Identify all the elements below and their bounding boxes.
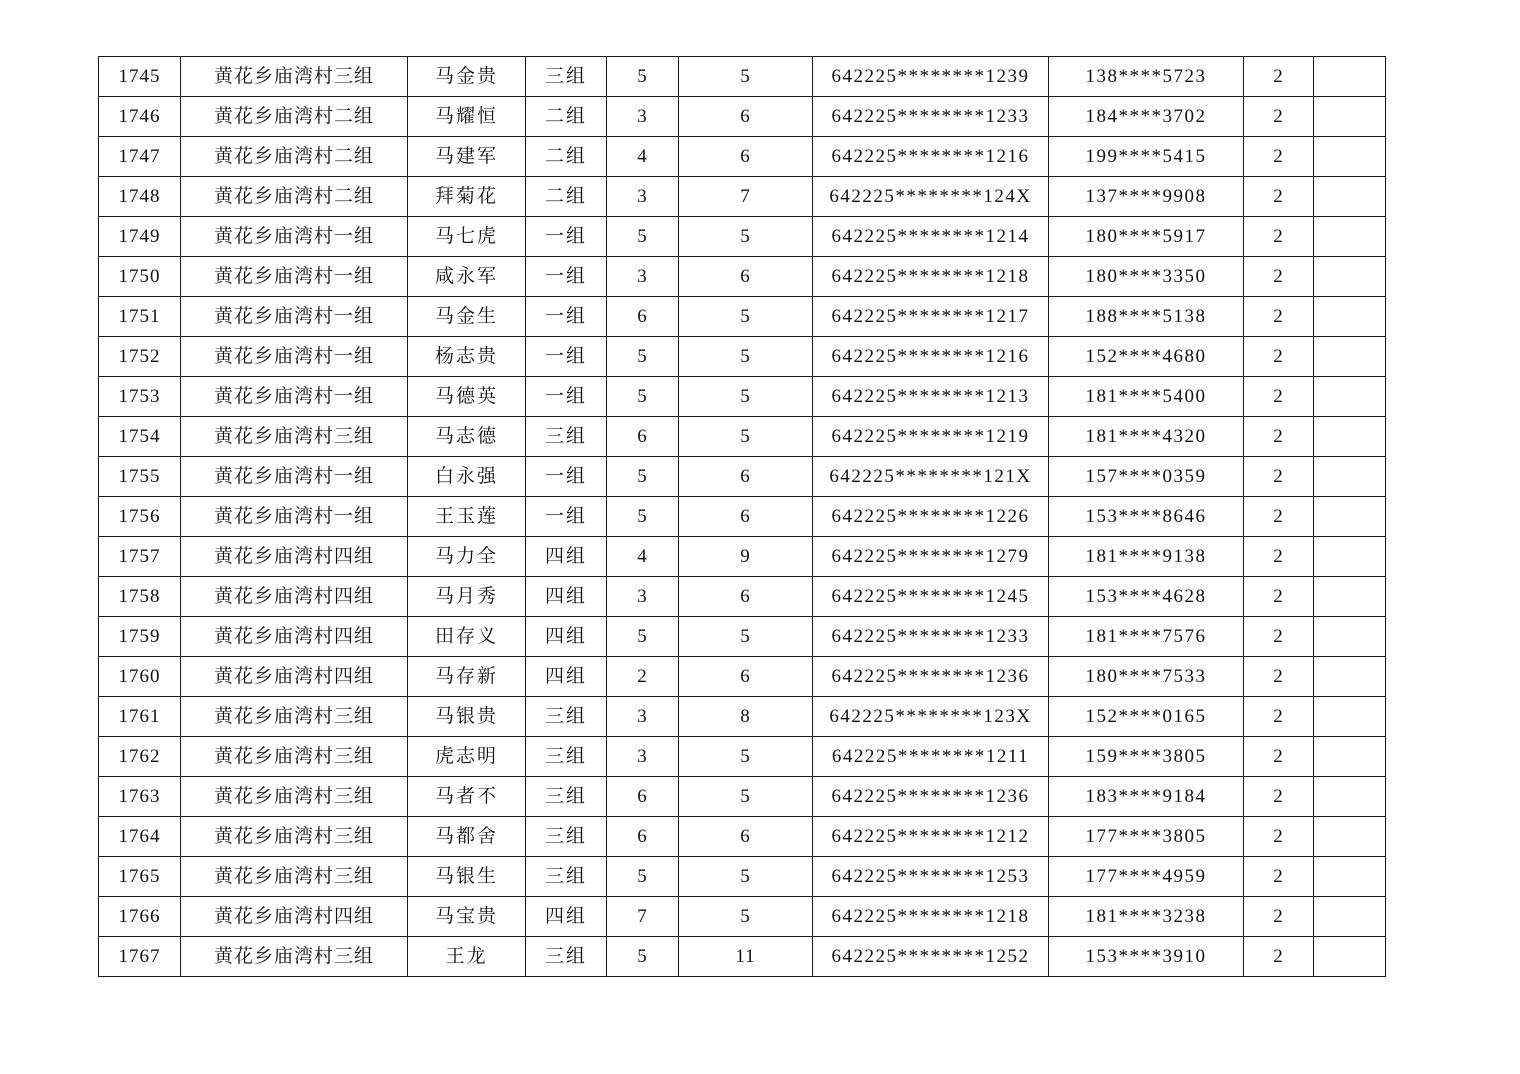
cell-phone: 137****9908 (1049, 177, 1244, 217)
cell-count-b: 7 (679, 177, 813, 217)
cell-phone: 199****5415 (1049, 137, 1244, 177)
table-row (99, 657, 1386, 697)
cell-group: 二组 (526, 137, 607, 177)
cell-id-number: 642225********121X (813, 457, 1049, 497)
cell-count-c: 2 (1244, 337, 1314, 377)
cell-address: 黄花乡庙湾村四组 (181, 537, 408, 577)
table-row (99, 777, 1386, 817)
cell-id-number: 642225********1212 (813, 817, 1049, 857)
cell-count-c: 2 (1244, 217, 1314, 257)
cell-address: 黄花乡庙湾村一组 (181, 257, 408, 297)
cell-count-b: 6 (679, 257, 813, 297)
cell-address: 黄花乡庙湾村二组 (181, 97, 408, 137)
cell-count-b: 5 (679, 377, 813, 417)
cell-note (1314, 137, 1386, 177)
cell-group: 三组 (526, 937, 607, 977)
cell-note (1314, 417, 1386, 457)
cell-id-number: 642225********1245 (813, 577, 1049, 617)
cell-serial-number: 1745 (99, 57, 181, 97)
cell-count-c: 2 (1244, 177, 1314, 217)
cell-note (1314, 817, 1386, 857)
table-row (99, 497, 1386, 537)
cell-count-b: 6 (679, 137, 813, 177)
cell-serial-number: 1751 (99, 297, 181, 337)
cell-count-a: 3 (607, 257, 679, 297)
cell-address: 黄花乡庙湾村四组 (181, 617, 408, 657)
cell-address: 黄花乡庙湾村一组 (181, 297, 408, 337)
cell-count-b: 5 (679, 337, 813, 377)
cell-count-a: 5 (607, 617, 679, 657)
cell-name: 马志德 (408, 417, 526, 457)
cell-count-a: 5 (607, 57, 679, 97)
cell-serial-number: 1759 (99, 617, 181, 657)
cell-phone: 159****3805 (1049, 737, 1244, 777)
table-row (99, 97, 1386, 137)
cell-count-c: 2 (1244, 617, 1314, 657)
cell-count-b: 5 (679, 617, 813, 657)
cell-name: 马银生 (408, 857, 526, 897)
cell-address: 黄花乡庙湾村三组 (181, 937, 408, 977)
cell-note (1314, 297, 1386, 337)
cell-serial-number: 1767 (99, 937, 181, 977)
cell-name: 拜菊花 (408, 177, 526, 217)
cell-name: 马建军 (408, 137, 526, 177)
cell-phone: 181****9138 (1049, 537, 1244, 577)
cell-phone: 177****3805 (1049, 817, 1244, 857)
cell-group: 三组 (526, 417, 607, 457)
cell-count-a: 3 (607, 737, 679, 777)
cell-count-b: 5 (679, 297, 813, 337)
cell-address: 黄花乡庙湾村四组 (181, 657, 408, 697)
cell-count-b: 11 (679, 937, 813, 977)
cell-count-a: 5 (607, 217, 679, 257)
cell-count-b: 6 (679, 457, 813, 497)
cell-count-c: 2 (1244, 57, 1314, 97)
cell-phone: 153****3910 (1049, 937, 1244, 977)
cell-count-b: 5 (679, 57, 813, 97)
cell-count-a: 3 (607, 177, 679, 217)
cell-note (1314, 617, 1386, 657)
cell-id-number: 642225********1279 (813, 537, 1049, 577)
cell-note (1314, 497, 1386, 537)
cell-count-c: 2 (1244, 497, 1314, 537)
cell-group: 一组 (526, 497, 607, 537)
cell-count-c: 2 (1244, 537, 1314, 577)
table-row (99, 417, 1386, 457)
cell-count-a: 3 (607, 577, 679, 617)
table-row (99, 817, 1386, 857)
cell-note (1314, 337, 1386, 377)
cell-count-a: 5 (607, 377, 679, 417)
cell-address: 黄花乡庙湾村三组 (181, 697, 408, 737)
cell-name: 马月秀 (408, 577, 526, 617)
cell-note (1314, 57, 1386, 97)
cell-note (1314, 97, 1386, 137)
cell-group: 二组 (526, 97, 607, 137)
cell-id-number: 642225********124X (813, 177, 1049, 217)
cell-group: 四组 (526, 657, 607, 697)
cell-count-a: 4 (607, 537, 679, 577)
table-row (99, 937, 1386, 977)
cell-id-number: 642225********1233 (813, 617, 1049, 657)
cell-id-number: 642225********1233 (813, 97, 1049, 137)
cell-phone: 181****5400 (1049, 377, 1244, 417)
cell-serial-number: 1763 (99, 777, 181, 817)
cell-count-c: 2 (1244, 97, 1314, 137)
cell-phone: 188****5138 (1049, 297, 1244, 337)
cell-name: 田存义 (408, 617, 526, 657)
cell-name: 马存新 (408, 657, 526, 697)
cell-note (1314, 177, 1386, 217)
cell-note (1314, 697, 1386, 737)
cell-count-c: 2 (1244, 897, 1314, 937)
table-row (99, 617, 1386, 657)
cell-address: 黄花乡庙湾村三组 (181, 417, 408, 457)
cell-count-b: 5 (679, 417, 813, 457)
table-row (99, 537, 1386, 577)
cell-group: 二组 (526, 177, 607, 217)
cell-count-a: 5 (607, 457, 679, 497)
cell-id-number: 642225********1218 (813, 897, 1049, 937)
cell-serial-number: 1764 (99, 817, 181, 857)
cell-address: 黄花乡庙湾村三组 (181, 737, 408, 777)
cell-count-c: 2 (1244, 377, 1314, 417)
cell-count-c: 2 (1244, 657, 1314, 697)
cell-address: 黄花乡庙湾村一组 (181, 337, 408, 377)
cell-serial-number: 1749 (99, 217, 181, 257)
table-row (99, 697, 1386, 737)
cell-group: 一组 (526, 457, 607, 497)
cell-name: 马银贵 (408, 697, 526, 737)
cell-name: 王龙 (408, 937, 526, 977)
cell-phone: 138****5723 (1049, 57, 1244, 97)
cell-id-number: 642225********1211 (813, 737, 1049, 777)
cell-name: 杨志贵 (408, 337, 526, 377)
cell-address: 黄花乡庙湾村三组 (181, 57, 408, 97)
cell-id-number: 642225********1214 (813, 217, 1049, 257)
cell-id-number: 642225********1226 (813, 497, 1049, 537)
cell-group: 一组 (526, 337, 607, 377)
cell-name: 马金生 (408, 297, 526, 337)
cell-phone: 153****8646 (1049, 497, 1244, 537)
cell-phone: 183****9184 (1049, 777, 1244, 817)
cell-phone: 180****7533 (1049, 657, 1244, 697)
cell-id-number: 642225********1218 (813, 257, 1049, 297)
cell-serial-number: 1752 (99, 337, 181, 377)
table-row (99, 57, 1386, 97)
cell-note (1314, 537, 1386, 577)
cell-id-number: 642225********1253 (813, 857, 1049, 897)
table-row (99, 377, 1386, 417)
cell-count-a: 5 (607, 937, 679, 977)
cell-phone: 180****3350 (1049, 257, 1244, 297)
cell-id-number: 642225********1219 (813, 417, 1049, 457)
cell-address: 黄花乡庙湾村四组 (181, 577, 408, 617)
cell-note (1314, 457, 1386, 497)
cell-count-a: 6 (607, 417, 679, 457)
cell-note (1314, 377, 1386, 417)
cell-name: 王玉莲 (408, 497, 526, 537)
cell-note (1314, 657, 1386, 697)
cell-count-a: 3 (607, 97, 679, 137)
cell-count-b: 5 (679, 777, 813, 817)
cell-group: 三组 (526, 777, 607, 817)
cell-count-c: 2 (1244, 697, 1314, 737)
cell-phone: 157****0359 (1049, 457, 1244, 497)
cell-group: 一组 (526, 217, 607, 257)
cell-address: 黄花乡庙湾村三组 (181, 777, 408, 817)
cell-count-a: 7 (607, 897, 679, 937)
cell-id-number: 642225********1252 (813, 937, 1049, 977)
cell-note (1314, 777, 1386, 817)
cell-id-number: 642225********1236 (813, 777, 1049, 817)
cell-address: 黄花乡庙湾村四组 (181, 897, 408, 937)
cell-address: 黄花乡庙湾村三组 (181, 857, 408, 897)
cell-phone: 181****4320 (1049, 417, 1244, 457)
cell-serial-number: 1760 (99, 657, 181, 697)
cell-serial-number: 1754 (99, 417, 181, 457)
cell-name: 马宝贵 (408, 897, 526, 937)
cell-phone: 177****4959 (1049, 857, 1244, 897)
cell-count-c: 2 (1244, 777, 1314, 817)
cell-group: 三组 (526, 817, 607, 857)
cell-name: 白永强 (408, 457, 526, 497)
cell-note (1314, 897, 1386, 937)
cell-group: 四组 (526, 577, 607, 617)
cell-count-c: 2 (1244, 817, 1314, 857)
cell-address: 黄花乡庙湾村一组 (181, 497, 408, 537)
cell-count-b: 6 (679, 577, 813, 617)
cell-count-b: 9 (679, 537, 813, 577)
cell-group: 三组 (526, 737, 607, 777)
cell-count-c: 2 (1244, 857, 1314, 897)
table-row (99, 577, 1386, 617)
cell-count-a: 5 (607, 857, 679, 897)
cell-note (1314, 857, 1386, 897)
cell-serial-number: 1766 (99, 897, 181, 937)
cell-serial-number: 1746 (99, 97, 181, 137)
cell-note (1314, 737, 1386, 777)
cell-address: 黄花乡庙湾村二组 (181, 137, 408, 177)
cell-count-b: 5 (679, 217, 813, 257)
table-row (99, 257, 1386, 297)
cell-group: 三组 (526, 697, 607, 737)
cell-count-c: 2 (1244, 417, 1314, 457)
cell-serial-number: 1750 (99, 257, 181, 297)
cell-count-c: 2 (1244, 137, 1314, 177)
cell-name: 马力全 (408, 537, 526, 577)
cell-count-b: 8 (679, 697, 813, 737)
cell-id-number: 642225********123X (813, 697, 1049, 737)
cell-serial-number: 1748 (99, 177, 181, 217)
cell-id-number: 642225********1236 (813, 657, 1049, 697)
table-row (99, 857, 1386, 897)
cell-serial-number: 1747 (99, 137, 181, 177)
cell-phone: 181****7576 (1049, 617, 1244, 657)
cell-phone: 152****0165 (1049, 697, 1244, 737)
cell-count-c: 2 (1244, 737, 1314, 777)
cell-address: 黄花乡庙湾村一组 (181, 457, 408, 497)
cell-count-b: 5 (679, 857, 813, 897)
cell-phone: 180****5917 (1049, 217, 1244, 257)
cell-address: 黄花乡庙湾村二组 (181, 177, 408, 217)
cell-name: 马金贵 (408, 57, 526, 97)
cell-id-number: 642225********1216 (813, 337, 1049, 377)
cell-count-b: 5 (679, 897, 813, 937)
cell-count-a: 6 (607, 777, 679, 817)
cell-count-a: 5 (607, 337, 679, 377)
cell-serial-number: 1753 (99, 377, 181, 417)
cell-group: 一组 (526, 377, 607, 417)
cell-id-number: 642225********1217 (813, 297, 1049, 337)
cell-count-c: 2 (1244, 297, 1314, 337)
cell-count-a: 5 (607, 497, 679, 537)
table-row (99, 177, 1386, 217)
cell-phone: 184****3702 (1049, 97, 1244, 137)
cell-group: 四组 (526, 897, 607, 937)
table-body (99, 57, 1386, 977)
cell-count-a: 4 (607, 137, 679, 177)
cell-count-c: 2 (1244, 577, 1314, 617)
table-row (99, 457, 1386, 497)
cell-group: 一组 (526, 297, 607, 337)
cell-note (1314, 217, 1386, 257)
table-row (99, 297, 1386, 337)
cell-group: 四组 (526, 617, 607, 657)
cell-count-c: 2 (1244, 457, 1314, 497)
cell-serial-number: 1762 (99, 737, 181, 777)
cell-address: 黄花乡庙湾村三组 (181, 817, 408, 857)
cell-id-number: 642225********1239 (813, 57, 1049, 97)
cell-serial-number: 1755 (99, 457, 181, 497)
cell-serial-number: 1756 (99, 497, 181, 537)
cell-count-a: 3 (607, 697, 679, 737)
cell-group: 一组 (526, 257, 607, 297)
cell-count-b: 6 (679, 97, 813, 137)
cell-serial-number: 1758 (99, 577, 181, 617)
cell-group: 三组 (526, 57, 607, 97)
cell-count-c: 2 (1244, 937, 1314, 977)
cell-address: 黄花乡庙湾村一组 (181, 217, 408, 257)
cell-count-a: 6 (607, 817, 679, 857)
cell-note (1314, 257, 1386, 297)
cell-count-c: 2 (1244, 257, 1314, 297)
cell-id-number: 642225********1213 (813, 377, 1049, 417)
table-row (99, 137, 1386, 177)
cell-phone: 153****4628 (1049, 577, 1244, 617)
cell-serial-number: 1765 (99, 857, 181, 897)
table-row (99, 737, 1386, 777)
table-row (99, 897, 1386, 937)
cell-group: 四组 (526, 537, 607, 577)
cell-count-b: 6 (679, 817, 813, 857)
cell-name: 马七虎 (408, 217, 526, 257)
cell-name: 马者不 (408, 777, 526, 817)
cell-count-a: 2 (607, 657, 679, 697)
cell-name: 马耀恒 (408, 97, 526, 137)
cell-phone: 181****3238 (1049, 897, 1244, 937)
cell-group: 三组 (526, 857, 607, 897)
cell-serial-number: 1761 (99, 697, 181, 737)
cell-count-b: 6 (679, 657, 813, 697)
cell-name: 马都舍 (408, 817, 526, 857)
cell-note (1314, 577, 1386, 617)
cell-phone: 152****4680 (1049, 337, 1244, 377)
cell-address: 黄花乡庙湾村一组 (181, 377, 408, 417)
table-row (99, 217, 1386, 257)
cell-count-b: 6 (679, 497, 813, 537)
cell-note (1314, 937, 1386, 977)
table-row (99, 337, 1386, 377)
cell-count-b: 5 (679, 737, 813, 777)
cell-name: 咸永军 (408, 257, 526, 297)
cell-name: 虎志明 (408, 737, 526, 777)
cell-id-number: 642225********1216 (813, 137, 1049, 177)
cell-serial-number: 1757 (99, 537, 181, 577)
cell-count-a: 6 (607, 297, 679, 337)
household-table (98, 56, 1386, 977)
cell-name: 马德英 (408, 377, 526, 417)
